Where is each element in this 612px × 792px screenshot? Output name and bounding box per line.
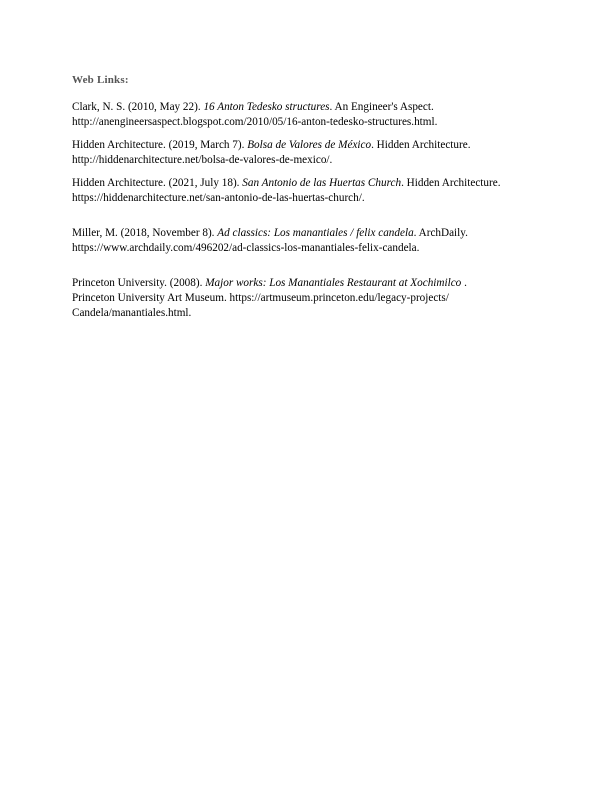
reference-title: Major works: Los Manantiales Restaurant at Xochimilco [205, 277, 462, 289]
reference-suffix: . ArchDaily. [413, 227, 468, 239]
reference-title: San Antonio de las Huertas Church [242, 177, 402, 189]
reference-entry [72, 100, 542, 130]
reference-list [72, 100, 542, 321]
reference-entry [72, 176, 542, 206]
reference-prefix: Hidden Architecture. (2019, March 7). [72, 139, 248, 151]
reference-title: 16 Anton Tedesko structures [203, 101, 330, 113]
reference-suffix: . An Engineer's Aspect. [329, 101, 434, 113]
reference-url-line: https://hiddenarchitecture.net/san-antonio-de-las-huertas-church/. [72, 192, 365, 204]
reference-entry [72, 138, 542, 168]
section-heading: Web Links: [72, 74, 129, 86]
reference-suffix: . [461, 277, 467, 289]
reference-first-line [72, 138, 542, 153]
reference-entry [72, 276, 542, 321]
reference-prefix: Princeton University. (2008). [72, 277, 206, 289]
reference-first-line [72, 176, 542, 191]
reference-prefix: Clark, N. S. (2010, May 22). [72, 101, 204, 113]
reference-title: Bolsa de Valores de México [247, 139, 372, 151]
reference-prefix: Miller, M. (2018, November 8). [72, 227, 218, 239]
reference-url-line: http://hiddenarchitecture.net/bolsa-de-valores-de-mexico/. [72, 154, 333, 166]
reference-url-line: Princeton University Art Museum. https://artmuseum.princeton.edu/legacy-projects/ [72, 292, 449, 304]
reference-suffix: . Hidden Architecture. [401, 177, 501, 189]
reference-first-line [72, 276, 542, 291]
reference-prefix: Hidden Architecture. (2021, July 18). [72, 177, 243, 189]
reference-url-line-continued: Candela/manantiales.html. [72, 307, 192, 319]
reference-url-line: http://anengineersaspect.blogspot.com/2010/05/16-anton-tedesko-structures.html. [72, 116, 438, 128]
reference-entry [72, 226, 542, 256]
reference-first-line [72, 100, 542, 115]
reference-first-line [72, 226, 542, 241]
reference-title: Ad classics: Los manantiales / felix candela [217, 227, 414, 239]
reference-url-line: https://www.archdaily.com/496202/ad-classics-los-manantiales-felix-candela. [72, 242, 420, 254]
reference-suffix: . Hidden Architecture. [371, 139, 471, 151]
